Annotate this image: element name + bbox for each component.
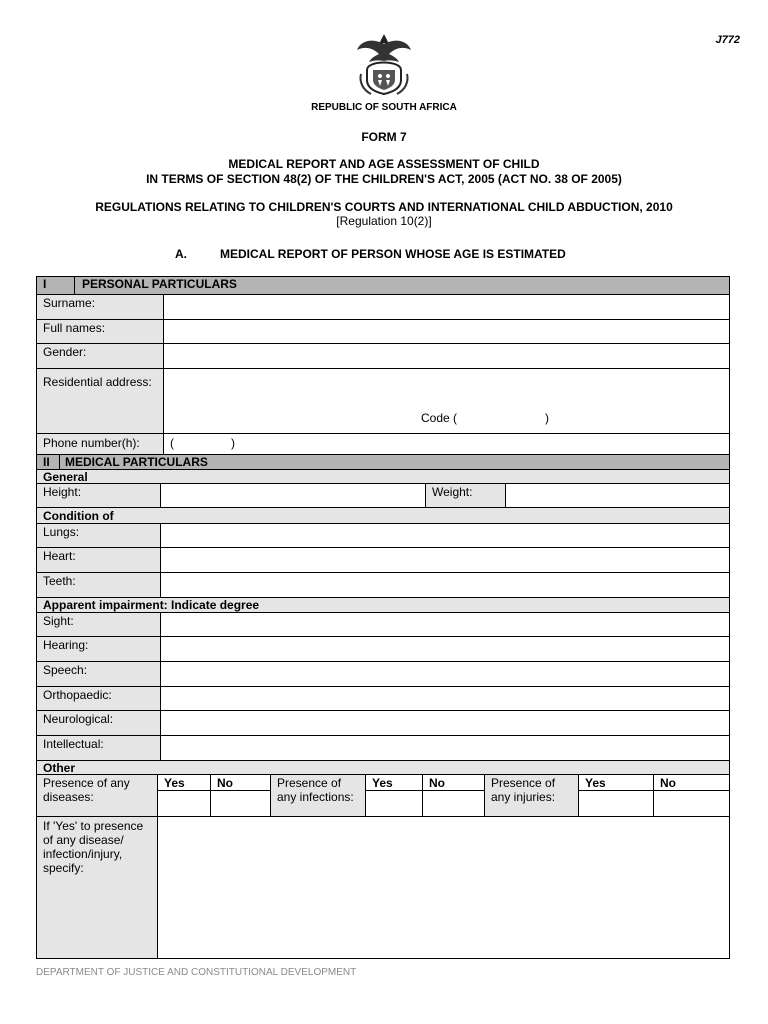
orthopaedic-field[interactable] (160, 686, 730, 711)
phone-area-close: ) (231, 436, 235, 450)
other-subheader: Other (36, 760, 730, 775)
injuries-yes-field[interactable] (578, 790, 654, 817)
personal-particulars-header (36, 276, 730, 295)
section-roman-ii: II (43, 455, 50, 469)
injuries-label: Presence of any injuries: (484, 774, 579, 817)
surname-field[interactable] (163, 294, 730, 320)
medical-particulars-header (36, 454, 730, 470)
phone-field[interactable] (163, 433, 730, 455)
residential-address-field[interactable] (163, 368, 730, 434)
specify-label: If 'Yes' to presence of any disease/ infection/injury, specify: (36, 816, 158, 959)
weight-field[interactable] (505, 483, 730, 508)
postal-code-close: ) (545, 411, 549, 425)
infections-label: Presence of any infections: (270, 774, 366, 817)
diseases-no-header: No (210, 774, 271, 791)
residential-address-label: Residential address: (36, 368, 164, 434)
speech-label: Speech: (36, 661, 161, 687)
section-title: MEDICAL REPORT OF PERSON WHOSE AGE IS ESTIMATED (220, 247, 566, 261)
section-letter: A. (175, 247, 187, 261)
speech-field[interactable] (160, 661, 730, 687)
diseases-no-field[interactable] (210, 790, 271, 817)
apparent-impairment-subheader: Apparent impairment: Indicate degree (36, 597, 730, 613)
document-code: J772 (715, 34, 740, 46)
intellectual-label: Intellectual: (36, 735, 161, 761)
full-names-label: Full names: (36, 319, 164, 344)
general-subheader: General (36, 469, 730, 484)
injuries-no-field[interactable] (653, 790, 730, 817)
postal-code-label: Code ( (421, 411, 458, 425)
form-title-line-1: MEDICAL REPORT AND AGE ASSESSMENT OF CHILD (228, 157, 540, 171)
condition-of-subheader: Condition of (36, 507, 730, 524)
specify-field[interactable] (157, 816, 730, 959)
footer-department: DEPARTMENT OF JUSTICE AND CONSTITUTIONAL DEVELOPMENT (36, 967, 357, 978)
form-number: FORM 7 (361, 130, 407, 144)
infections-yes-field[interactable] (365, 790, 423, 817)
infections-no-header: No (422, 774, 485, 791)
section-a-heading (0, 247, 768, 263)
sight-label: Sight: (36, 612, 161, 637)
teeth-label: Teeth: (36, 572, 161, 598)
intellectual-field[interactable] (160, 735, 730, 761)
heart-label: Heart: (36, 547, 161, 573)
country-name: REPUBLIC OF SOUTH AFRICA (311, 102, 457, 113)
height-field[interactable] (160, 483, 426, 508)
orthopaedic-label: Orthopaedic: (36, 686, 161, 711)
weight-label: Weight: (425, 483, 506, 508)
surname-label: Surname: (36, 294, 164, 320)
hearing-field[interactable] (160, 636, 730, 662)
hearing-label: Hearing: (36, 636, 161, 662)
medical-report-form (36, 276, 730, 959)
neurological-field[interactable] (160, 710, 730, 736)
gender-field[interactable] (163, 343, 730, 369)
infections-no-field[interactable] (422, 790, 485, 817)
sight-field[interactable] (160, 612, 730, 637)
full-names-field[interactable] (163, 319, 730, 344)
injuries-no-header: No (653, 774, 730, 791)
regulations-title: REGULATIONS RELATING TO CHILDREN'S COURTS AND INTERNATIONAL CHILD ABDUCTION, 2010 (95, 200, 673, 214)
heart-field[interactable] (160, 547, 730, 573)
phone-label: Phone number(h): (36, 433, 164, 455)
section-roman-i: I (43, 277, 47, 291)
phone-area-open: ( (170, 436, 174, 450)
coat-of-arms-icon (355, 30, 413, 96)
regulation-reference: [Regulation 10(2)] (336, 214, 432, 228)
diseases-label: Presence of any diseases: (36, 774, 158, 817)
gender-label: Gender: (36, 343, 164, 369)
personal-particulars-title: PERSONAL PARTICULARS (82, 277, 237, 291)
diseases-yes-header: Yes (157, 774, 211, 791)
lungs-label: Lungs: (36, 523, 161, 548)
form-title-line-2: IN TERMS OF SECTION 48(2) OF THE CHILDREN'S ACT, 2005 (ACT NO. 38 OF 2005) (146, 172, 622, 186)
injuries-yes-header: Yes (578, 774, 654, 791)
height-label: Height: (36, 483, 161, 508)
neurological-label: Neurological: (36, 710, 161, 736)
infections-yes-header: Yes (365, 774, 423, 791)
medical-particulars-title: MEDICAL PARTICULARS (65, 455, 208, 469)
teeth-field[interactable] (160, 572, 730, 598)
diseases-yes-field[interactable] (157, 790, 211, 817)
lungs-field[interactable] (160, 523, 730, 548)
